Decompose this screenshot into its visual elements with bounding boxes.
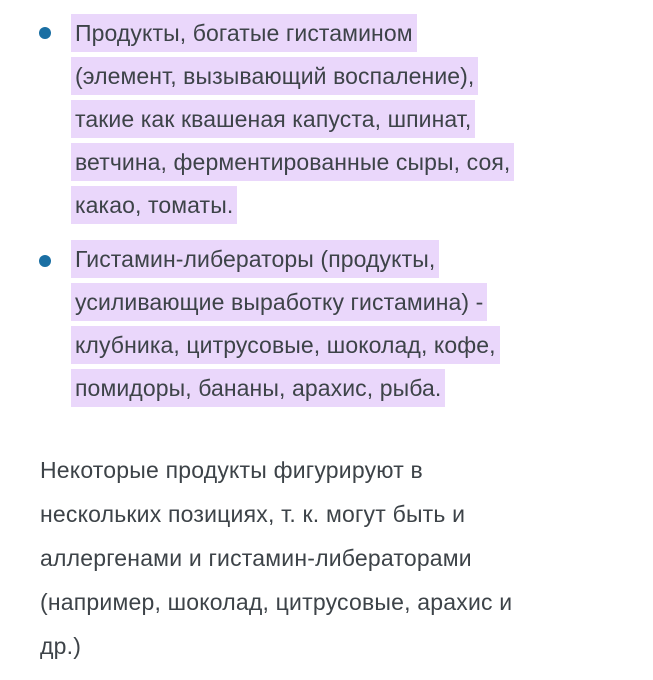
text-line: усиливающие выработку гистамина) -: [71, 283, 487, 321]
paragraph-line: нескольких позициях, т. к. могут быть и: [40, 501, 466, 527]
text-line: помидоры, бананы, арахис, рыба.: [71, 369, 445, 407]
bullet-icon: [39, 27, 51, 39]
highlighted-text: [71, 14, 514, 229]
text-line: Гистамин-либераторы (продукты,: [71, 240, 439, 278]
text-line: ветчина, ферментированные сыры, соя,: [71, 143, 514, 181]
highlighted-text: [71, 240, 500, 412]
text-line: какао, томаты.: [71, 186, 237, 224]
paragraph-line: (например, шоколад, цитрусовые, арахис и: [40, 589, 513, 615]
bullet-icon: [39, 255, 51, 267]
text-line: (элемент, вызывающий воспаление),: [71, 57, 478, 95]
text-line: Продукты, богатые гистамином: [71, 14, 417, 52]
text-line: клубника, цитрусовые, шоколад, кофе,: [71, 326, 500, 364]
note-paragraph: [40, 448, 640, 668]
paragraph-line: аллергенами и гистамин-либераторами: [40, 545, 472, 571]
paragraph-line: Некоторые продукты фигурируют в: [40, 457, 423, 483]
paragraph-line: др.): [40, 633, 82, 659]
text-line: такие как квашеная капуста, шпинат,: [71, 100, 475, 138]
